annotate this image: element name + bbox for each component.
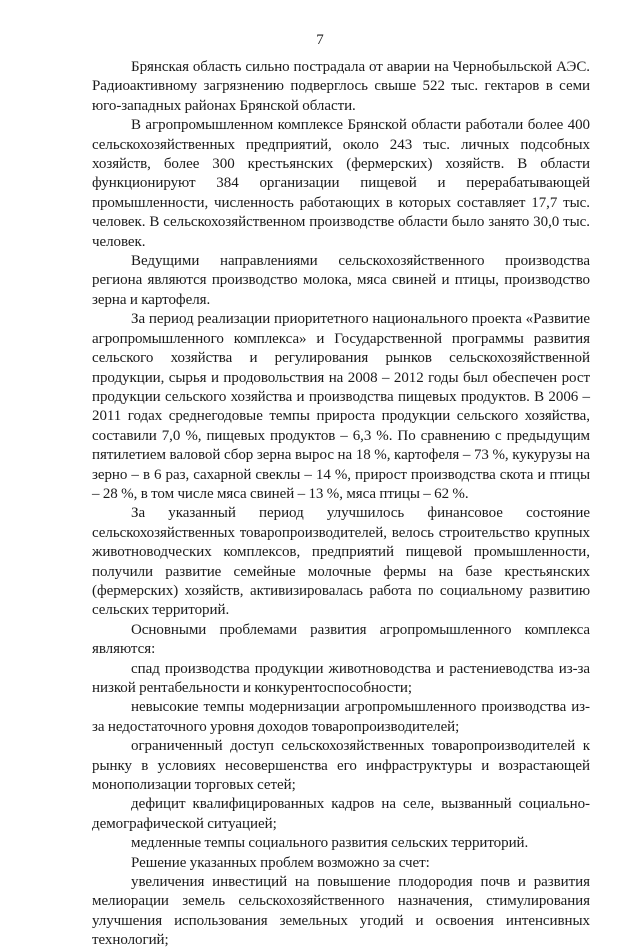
list-item-social-development: медленные темпы социального развития сельских территорий. [131,835,529,852]
list-item-staff-deficit: дефицит квалифицированных кадров на селе, вызванный социально-демографической ситуацией; [92,796,590,832]
paragraph-financial-state: За указанный период улучшилось финансовое состояние сельскохозяйственных товаропроизводителей, велось строительство крупных животноводческих комплексов, предприятий пищевой промышленности, получили развитие семейные молочные фермы на базе крестьянских (фермерских) хозяйств, активизировалась работа по социальному развитию сельских территорий. [92,505,590,619]
list-item-modernization: невысокие темпы модернизации агропромышленного производства из-за недостаточного уровня доходов товаропроизводителей; [92,699,590,735]
list-item-market-access: ограниченный доступ сельскохозяйственных товаропроизводителей к рынку в условиях несовершенства его инфраструктуры и возрастающей монополизации торговых сетей; [92,738,590,794]
paragraph-chernobyl: Брянская область сильно пострадала от аварии на Чернобыльской АЭС. Радиоактивному загрязнению подверглось свыше 522 тыс. гектаров в семи юго-западных районах Брянской области. [92,59,590,114]
paragraph-leading-directions: Ведущими направлениями сельскохозяйственного производства региона являются производство молока, мяса свиней и птицы, производство зерна и картофеля. [92,253,590,308]
paragraph-national-project: За период реализации приоритетного национального проекта «Развитие агропромышленного комплекса» и Государственной программы развития сельского хозяйства и регулирования рынков сельскохозяйственной продукции, сырья и продовольствия на 2008 – 2012 годы был обеспечен рост продукции сельского хозяйства и производства пищевых продуктов. В 2006 – 2011 годах среднегодовые темпы прироста продукции сельского хозяйства, составили 7,0 %, пищевых продуктов – 6,3 %. По сравнению с предыдущим пятилетием валовой сбор зерна вырос на 18 %, картофеля – 73 %, кукурузы на зерно – в 6 раз, сахарной свеклы – 14 %, прирост производства скота и птицы – 28 %, в том числе мяса свиней – 13 %, мяса птицы – 62 %. [92,311,590,502]
list-item-investments: увеличения инвестиций на повышение плодородия почв и развития мелиорации земель сельскохозяйственного назначения, стимулирования улучшения использования земельных угодий и освоения интенсивных технологий; [92,874,590,949]
paragraph-solution: Решение указанных проблем возможно за счет: [131,854,430,871]
page-number: 7 [316,32,324,48]
list-item-production-decline: спад производства продукции животноводства и растениеводства из-за низкой рентабельности и конкурентоспособности; [92,660,590,696]
paragraph-main-problems: Основными проблемами развития агропромышленного комплекса являются: [92,621,590,658]
paragraph-agro-complex: В агропромышленном комплексе Брянской области работали более 400 сельскохозяйственных предприятий, около 243 тыс. личных подсобных хозяйств, более 300 крестьянских (фермерских) хозяйств. В области функционируют 384 организации пищевой и перерабатывающей промышленности, численность работающих в которых составляет 17,7 тыс. человек. В сельскохозяйственном производстве области было занято 30,0 тыс. человек. [92,117,590,250]
document-body [92,58,590,951]
